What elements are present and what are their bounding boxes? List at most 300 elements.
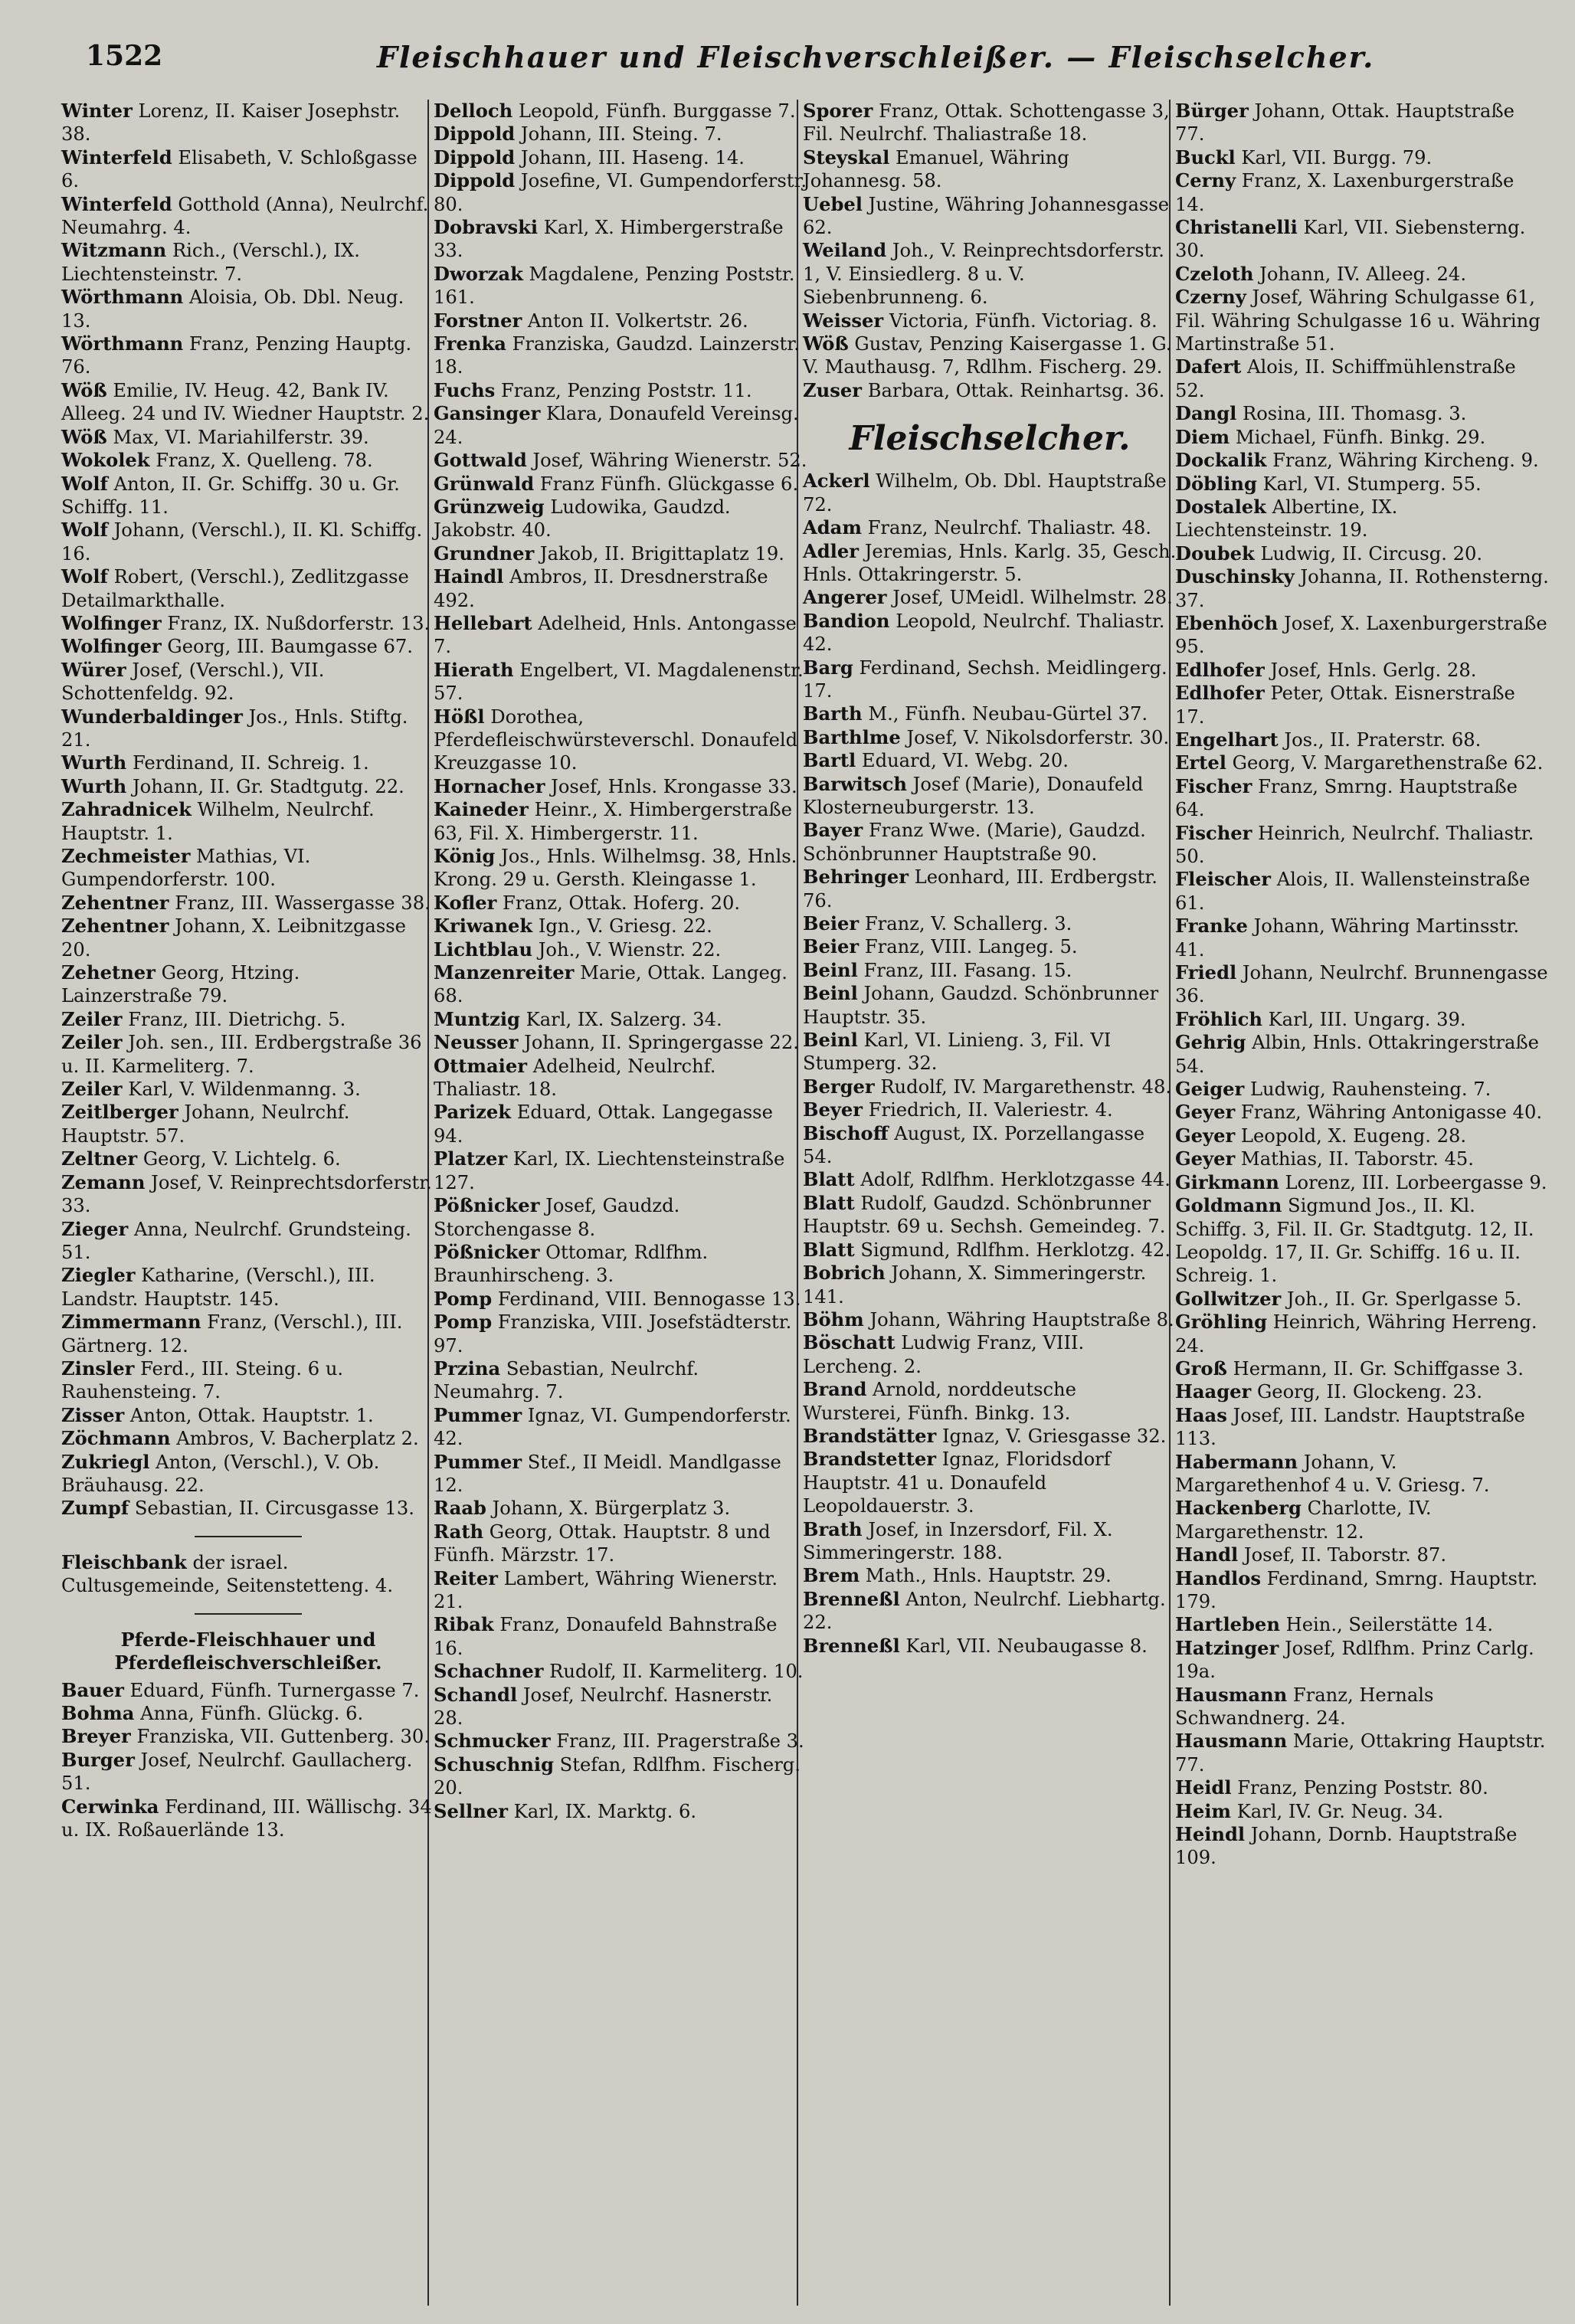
entry-details: Josef, Neulrchf. Hasnerstr. 28. — [434, 1684, 773, 1730]
directory-entry — [803, 1448, 1177, 1517]
entry-name: Brandstätter — [803, 1424, 937, 1447]
entry-details: Josef, Währing Wienerstr. 52. — [526, 450, 807, 472]
entry-details: Ferd., III. Steing. 6 u. Rauhensteing. 7. — [61, 1357, 344, 1403]
entry-name: Zisser — [61, 1403, 125, 1426]
directory-entry — [434, 1753, 807, 1800]
entry-details: August, IX. Porzellangasse 54. — [803, 1122, 1145, 1168]
entry-details: Anna, Neulrchf. Grundsteing. 51. — [61, 1218, 411, 1263]
entry-name: Beinl — [803, 982, 858, 1005]
entry-details: Johann, Währing Martinsstr. 41. — [1175, 915, 1520, 961]
directory-entry — [1175, 1380, 1549, 1403]
directory-entry — [1175, 961, 1549, 1008]
directory-entry — [803, 193, 1177, 240]
entry-name: Zimmermann — [61, 1311, 201, 1334]
entry-details: Anton, Neulrchf. Liebhartg. 22. — [803, 1588, 1166, 1634]
entry-details: Johann, Neulrchf. Brunnengasse 36. — [1175, 962, 1548, 1007]
entry-details: Lorenz, III. Lorbeergasse 9. — [1279, 1171, 1547, 1193]
directory-entry — [803, 1122, 1177, 1169]
directory-entry — [434, 496, 807, 542]
entry-name: Brand — [803, 1378, 867, 1401]
directory-entry — [434, 1730, 807, 1753]
entry-details: Lambert, Währing Wienerstr. 21. — [434, 1567, 778, 1612]
entry-details: Josef, Währing Schulgasse 61, Fil. Währing Schulgasse 16 u. Währing Martinstraße 51. — [1175, 286, 1541, 355]
entry-name: Hatzinger — [1175, 1636, 1279, 1659]
entry-name: Angerer — [803, 586, 887, 609]
entry-details: Engelbert, VI. Magdalenenstr. 57. — [434, 659, 804, 705]
directory-entry — [434, 961, 807, 1008]
entry-details: Georg, V. Lichtelg. 6. — [137, 1148, 341, 1170]
entry-details: Victoria, Fünfh. Victoriag. 8. — [883, 309, 1158, 332]
entry-name: Sellner — [434, 1799, 508, 1822]
directory-entry — [434, 1800, 807, 1823]
entry-name: Ottmaier — [434, 1054, 528, 1077]
entry-details: Ignaz, V. Griesgasse 32. — [936, 1425, 1167, 1447]
entry-name: Behringer — [803, 866, 909, 889]
entry-details: Marie, Ottak. Langeg. 68. — [434, 962, 788, 1007]
entry-name: Hartleben — [1175, 1613, 1280, 1636]
directory-entry — [803, 1588, 1177, 1635]
directory-entry — [434, 1101, 807, 1147]
directory-entry — [61, 286, 435, 332]
directory-entry — [434, 379, 807, 402]
entry-name: Girkmann — [1175, 1170, 1279, 1193]
entry-name: Zuser — [803, 378, 862, 401]
directory-entry — [1175, 612, 1549, 659]
column-4 — [1175, 100, 1549, 1870]
directory-entry — [803, 1331, 1177, 1378]
directory-entry — [434, 1357, 807, 1404]
directory-entry — [61, 775, 435, 798]
entry-name: Zeltner — [61, 1147, 138, 1170]
entry-details: Jos., II. Praterstr. 68. — [1278, 728, 1482, 751]
directory-entry — [434, 216, 807, 263]
directory-entry — [1175, 426, 1549, 449]
entry-name: Wörthmann — [61, 286, 184, 309]
directory-entry — [1175, 1637, 1549, 1684]
directory-entry — [1175, 542, 1549, 565]
directory-entry — [803, 935, 1177, 958]
directory-entry — [434, 1660, 807, 1683]
entry-details: Ignaz, Floridsdorf Hauptstr. 41 u. Donaufeld Leopoldauerstr. 3. — [803, 1448, 1111, 1517]
entry-details: Rosina, III. Thomasg. 3. — [1236, 403, 1467, 425]
entry-name: Bayer — [803, 819, 863, 842]
entry-name: Döbling — [1175, 472, 1257, 495]
entry-details: Hein., Seilerstätte 14. — [1279, 1614, 1494, 1636]
entry-name: Uebel — [803, 192, 863, 215]
entry-name: Schmucker — [434, 1730, 551, 1753]
directory-entry — [61, 473, 435, 519]
entry-details: Ludowika, Gaudzd. Jakobstr. 40. — [434, 496, 731, 542]
entry-name: Geyer — [1175, 1101, 1236, 1124]
entry-details: Eduard, Ottak. Langegasse 94. — [434, 1101, 773, 1147]
entry-details: Ambros, V. Bacherplatz 2. — [170, 1428, 419, 1450]
entry-name: Zemann — [61, 1170, 146, 1193]
entry-name: Hierath — [434, 658, 514, 681]
entry-name: Wolfinger — [61, 635, 162, 658]
directory-entry — [1175, 1008, 1549, 1031]
directory-entry — [61, 961, 435, 1008]
directory-entry — [434, 1147, 807, 1194]
entry-details: Ludwig Franz, VIII. Lercheng. 2. — [803, 1332, 1085, 1377]
entry-name: Beinl — [803, 958, 858, 981]
entry-name: Wokolek — [61, 449, 150, 472]
entry-name: Neusser — [434, 1031, 519, 1054]
directory-entry — [434, 100, 807, 123]
entry-details: Anton, (Verschl.), V. Ob. Bräuhausg. 22. — [61, 1451, 380, 1496]
entry-details: Johann, Gaudzd. Schönbrunner Hauptstr. 35. — [803, 983, 1159, 1028]
directory-entry — [1175, 1404, 1549, 1451]
entry-name: Przina — [434, 1357, 501, 1380]
entry-name: Cerny — [1175, 169, 1236, 192]
entry-name: Zinsler — [61, 1357, 135, 1380]
entry-details: Franz, Donaufeld Bahnstraße 16. — [434, 1614, 778, 1659]
entry-name: Wolf — [61, 472, 108, 495]
entry-details: Karl, IV. Gr. Neug. 34. — [1231, 1800, 1444, 1822]
entry-details: Jos., Hnls. Stiftg. 21. — [61, 705, 408, 751]
entry-details: Josef, UMeidl. Wilhelmstr. 28. — [886, 587, 1173, 609]
entry-name: Bürger — [1175, 100, 1249, 122]
entry-details: Johann, IV. Alleeg. 24. — [1253, 263, 1467, 285]
entry-details: Franz, Ottak. Hoferg. 20. — [496, 892, 741, 914]
entry-name: Czerny — [1175, 286, 1246, 309]
entry-details: Magdalene, Penzing Poststr. 161. — [434, 263, 795, 309]
directory-entry — [1175, 565, 1549, 612]
entry-details: Heinrich, Währing Herreng. 24. — [1175, 1311, 1537, 1357]
directory-entry — [1175, 728, 1549, 751]
entry-name: Haas — [1175, 1403, 1227, 1426]
directory-entry — [803, 332, 1177, 379]
page-header — [86, 40, 1560, 86]
entry-name: Groß — [1175, 1357, 1227, 1380]
entry-details: Franz, Hernals Schwandnerg. 24. — [1175, 1684, 1434, 1730]
directory-entry — [61, 146, 435, 193]
entry-details: Johann, X. Simmeringerstr. 141. — [803, 1262, 1147, 1308]
entry-details: Johanna, II. Rothensterng. 37. — [1175, 566, 1549, 611]
directory-entry — [434, 263, 807, 309]
directory-entry — [1175, 1311, 1549, 1357]
entry-details: Georg, Htzing. Lainzerstraße 79. — [61, 962, 300, 1007]
directory-entry — [803, 702, 1177, 725]
entry-details: Georg, Ottak. Hauptstr. 8 und Fünfh. Märzstr. 17. — [434, 1520, 771, 1566]
entry-details: Sebastian, Neulrchf. Neumahrg. 7. — [434, 1357, 699, 1403]
entry-name: Ribak — [434, 1613, 494, 1636]
entry-details: Ottomar, Rdlfhm. Braunhirscheng. 3. — [434, 1241, 709, 1287]
entry-name: Adler — [803, 539, 859, 562]
entry-name: Grundner — [434, 542, 535, 565]
entry-name: Zeiler — [61, 1078, 123, 1101]
directory-entry — [61, 1147, 435, 1170]
entry-details: Elisabeth, V. Schloßgasse 6. — [61, 146, 417, 192]
directory-entry — [434, 1684, 807, 1730]
entry-details: Ambros, II. Dresdnerstraße 492. — [434, 566, 768, 611]
entry-name: Brenneßl — [803, 1587, 900, 1610]
entry-name: Ebenhöch — [1175, 611, 1279, 634]
directory-entry — [434, 1031, 807, 1054]
entry-name: Brath — [803, 1517, 863, 1540]
entry-details: Franz, (Verschl.), III. Gärtnerg. 12. — [61, 1311, 403, 1357]
entry-name: Handlos — [1175, 1566, 1261, 1589]
section-separator — [195, 1536, 302, 1537]
entry-name: Raab — [434, 1497, 486, 1520]
entry-details: Dorothea, Pferdefleischwürsteverschl. Donaufeld Kreuzgasse 10. — [434, 705, 798, 774]
directory-entry — [1175, 1147, 1549, 1170]
directory-entry — [803, 470, 1177, 516]
entry-name: Muntzig — [434, 1007, 520, 1030]
directory-entry — [1175, 1613, 1549, 1636]
entry-name: Adam — [803, 516, 862, 539]
directory-entry — [1175, 496, 1549, 542]
entry-details: Franz, X. Laxenburgerstraße 14. — [1175, 170, 1514, 215]
entry-details: Johann, III. Haseng. 14. — [515, 146, 745, 169]
directory-entry — [803, 239, 1177, 309]
entry-details: Karl, X. Himbergerstraße 33. — [434, 217, 784, 262]
directory-entry — [1175, 146, 1549, 169]
directory-entry — [61, 612, 435, 635]
directory-entry — [1175, 659, 1549, 682]
directory-entry — [1175, 1101, 1549, 1124]
directory-entry — [1175, 1357, 1549, 1380]
directory-entry — [803, 959, 1177, 982]
entry-details: Anton II. Volkertstr. 26. — [522, 309, 748, 332]
entry-details: Johann, X. Leibnitzgasse 20. — [61, 915, 406, 961]
entry-details: Johann, II. Gr. Stadtgutg. 22. — [126, 775, 404, 797]
entry-name: Beinl — [803, 1029, 858, 1052]
entry-details: Ferdinand, Smrng. Hauptstr. 179. — [1175, 1567, 1538, 1612]
directory-entry — [1175, 1288, 1549, 1311]
entry-name: Zehentner — [61, 915, 169, 938]
entry-details: Ludwig, Rauhensteing. 7. — [1244, 1079, 1492, 1101]
entry-details: Franz, Währing Kircheng. 9. — [1266, 450, 1539, 472]
entry-name: Fischer — [1175, 774, 1252, 797]
entry-details: Eduard, Fünfh. Turnergasse 7. — [123, 1679, 420, 1701]
entry-name: Ertel — [1175, 751, 1226, 774]
entry-details: Franz Fünfh. Glückgasse 6. — [534, 473, 799, 495]
directory-entry — [61, 1551, 435, 1598]
page-number: 1522 — [86, 40, 163, 72]
directory-entry — [61, 1171, 435, 1218]
directory-entry — [803, 819, 1177, 866]
entry-details: Stef., II Meidl. Mandlgasse 12. — [434, 1451, 781, 1496]
entry-details: Ferdinand, III. Wällischg. 34 u. IX. Roßauerlände 13. — [61, 1795, 432, 1841]
entry-details: Johann, Währing Hauptstraße 8. — [863, 1308, 1174, 1331]
directory-entry — [1175, 216, 1549, 263]
entry-details: Alois, II. Wallensteinstraße 61. — [1175, 869, 1531, 914]
entry-details: Albertine, IX. Liechtensteinstr. 19. — [1175, 496, 1398, 542]
entry-details: Rudolf, IV. Margarethenstr. 48. — [874, 1075, 1172, 1098]
entry-name: Cerwinka — [61, 1795, 159, 1818]
entry-name: Wunderbaldinger — [61, 705, 243, 728]
entry-name: Zeiler — [61, 1031, 123, 1054]
entry-name: Bartl — [803, 749, 856, 772]
entry-name: Dippold — [434, 146, 516, 169]
entry-name: Würer — [61, 658, 126, 681]
column-1 — [61, 100, 435, 1841]
directory-entry — [1175, 1171, 1549, 1194]
entry-name: Witzmann — [61, 239, 167, 262]
entry-details: Josef, in Inzersdorf, Fil. X. Simmeringerstr. 188. — [803, 1518, 1113, 1563]
entry-details: Klara, Donaufeld Vereinsg. 24. — [434, 403, 799, 448]
entry-details: Anna, Fünfh. Glückg. 6. — [134, 1703, 364, 1724]
entry-details: Franz, Neulrchf. Thaliastr. 48. — [861, 517, 1151, 539]
directory-entry — [1175, 286, 1549, 355]
directory-entry — [1175, 1497, 1549, 1543]
entry-name: Bauer — [61, 1678, 124, 1701]
entry-details: Ignaz, VI. Gumpendorferstr. 42. — [434, 1404, 791, 1450]
entry-name: Winterfeld — [61, 192, 172, 215]
entry-details: Rudolf, II. Karmeliterg. 10. — [543, 1661, 804, 1683]
directory-entry — [434, 1567, 807, 1614]
directory-entry — [1175, 1684, 1549, 1730]
entry-details: Franz, Ottak. Schottengasse 3, Fil. Neulrchf. Thaliastraße 18. — [803, 100, 1170, 146]
entry-name: Dafert — [1175, 355, 1242, 378]
directory-entry — [1175, 1078, 1549, 1101]
directory-entry — [803, 1239, 1177, 1262]
entry-name: Diem — [1175, 425, 1230, 448]
entry-details: Max, VI. Mariahilferstr. 39. — [106, 426, 369, 448]
directory-entry — [803, 309, 1177, 332]
directory-entry — [1175, 775, 1549, 822]
entry-name: Sporer — [803, 100, 873, 122]
directory-entry — [434, 798, 807, 845]
entry-details: Karl, IX. Liechtensteinstraße 127. — [434, 1148, 785, 1193]
entry-details: Ign., V. Griesg. 22. — [532, 915, 712, 938]
entry-name: Barthlme — [803, 725, 901, 748]
entry-details: Sigmund Jos., II. Kl. Schiffg. 3, Fil. II. Gr. Stadtgutg. 12, II. Leopoldg. 17, II. Gr. Schiffg. 16 u. II. Schreig. 1. — [1175, 1195, 1534, 1287]
directory-entry — [61, 1725, 435, 1748]
entry-name: Handl — [1175, 1543, 1239, 1566]
directory-entry — [434, 473, 807, 496]
entry-details: Friedrich, II. Valeriestr. 4. — [863, 1099, 1113, 1121]
entry-name: Pummer — [434, 1403, 522, 1426]
entry-details: Franz, Smrng. Hauptstraße 64. — [1175, 775, 1518, 821]
directory-entry — [1175, 1194, 1549, 1288]
directory-entry — [434, 123, 807, 146]
entry-name: Wurth — [61, 774, 127, 797]
entry-details: Franz, V. Schallerg. 3. — [859, 913, 1072, 935]
entry-name: Gollwitzer — [1175, 1287, 1282, 1310]
entry-name: Blatt — [803, 1238, 855, 1261]
entry-details: Josef, V. Nikolsdorferstr. 30. — [900, 726, 1170, 748]
entry-details: Gotthold (Anna), Neulrchf. Neumahrg. 4. — [61, 193, 429, 239]
entry-name: Weiland — [803, 239, 887, 262]
entry-details: Emilie, IV. Heug. 42, Bank IV. Alleeg. 24 und IV. Wiedner Hauptstr. 2. — [61, 379, 430, 425]
entry-details: Franz, Penzing Poststr. 11. — [495, 379, 752, 401]
entry-details: Ferdinand, II. Schreig. 1. — [126, 752, 369, 774]
directory-entry — [434, 938, 807, 961]
entry-details: Sigmund, Rdlfhm. Herklotzg. 42. — [854, 1239, 1171, 1261]
entry-details: Jos., Hnls. Wilhelmsg. 38, Hnls. Krong. 29 u. Gersth. Kleingasse 1. — [434, 846, 797, 891]
entry-name: Hellebart — [434, 611, 532, 634]
directory-entry — [1175, 1730, 1549, 1776]
directory-entry — [61, 1101, 435, 1147]
entry-name: Ziegler — [61, 1264, 136, 1287]
entry-details: Ferdinand, Sechsh. Meidlingerg. 17. — [803, 656, 1167, 702]
entry-details: Ferdinand, VIII. Bennogasse 13. — [492, 1288, 801, 1310]
directory-entry — [1175, 1800, 1549, 1823]
directory-entry — [61, 1749, 435, 1795]
section-heading-pferde: Pferde-Fleischhauer und Pferdefleischverschleißer. — [114, 1628, 382, 1674]
entry-name: Bischoff — [803, 1121, 889, 1144]
directory-entry — [61, 193, 435, 240]
entry-details: Josef, Rdlfhm. Prinz Carlg. 19a. — [1175, 1637, 1534, 1683]
entry-details: Karl, VII. Neubaugasse 8. — [899, 1635, 1148, 1657]
entry-details: Charlotte, IV. Margarethenstr. 12. — [1175, 1498, 1432, 1543]
directory-entry — [1175, 751, 1549, 774]
entry-name: Dippold — [434, 123, 516, 146]
entry-details: Karl, IX. Marktg. 6. — [507, 1800, 697, 1822]
entry-name: Wöß — [61, 425, 107, 448]
entry-name: Heindl — [1175, 1823, 1246, 1846]
entry-name: Christanelli — [1175, 216, 1298, 239]
directory-entry — [1175, 263, 1549, 286]
entry-name: Fischer — [1175, 821, 1252, 844]
directory-entry — [61, 1679, 435, 1702]
entry-name: Platzer — [434, 1147, 508, 1170]
directory-entry — [803, 1564, 1177, 1587]
directory-entry — [61, 519, 435, 565]
entry-details: Robert, (Verschl.), Zedlitzgasse Detailmarkthalle. — [61, 566, 409, 611]
entry-details: Josef, X. Laxenburgerstraße 95. — [1175, 612, 1547, 658]
entry-name: Lichtblau — [434, 938, 533, 961]
entry-details: Johann, Ottak. Hauptstraße 77. — [1175, 100, 1514, 146]
directory-entry — [803, 1308, 1177, 1331]
directory-entry — [61, 1427, 435, 1450]
entry-name: Zahradnicek — [61, 798, 192, 821]
entry-details: Jakob, II. Brigittaplatz 19. — [534, 542, 784, 565]
entry-name: Bobrich — [803, 1262, 886, 1285]
directory-entry — [61, 332, 435, 379]
entry-name: Schuschnig — [434, 1753, 554, 1776]
entry-name: Barg — [803, 656, 853, 679]
entry-name: König — [434, 845, 496, 867]
entry-name: Frenka — [434, 332, 506, 355]
entry-details: Karl, VI. Linieng. 3, Fil. VI Stumperg. 32. — [803, 1029, 1112, 1075]
directory-entry — [61, 798, 435, 845]
entry-name: Blatt — [803, 1191, 855, 1214]
entry-name: Haager — [1175, 1380, 1252, 1403]
directory-entry — [434, 1055, 807, 1101]
entry-name: Kaineder — [434, 798, 529, 821]
entry-details: Franz, III. Dietrichg. 5. — [122, 1008, 346, 1030]
directory-entry — [61, 1031, 435, 1078]
entry-name: Pomp — [434, 1287, 493, 1310]
directory-entry — [803, 1635, 1177, 1658]
entry-details: Johann, (Verschl.), II. Kl. Schiffg. 16. — [61, 519, 423, 565]
directory-entry — [803, 866, 1177, 912]
entry-name: Delloch — [434, 100, 513, 122]
directory-entry — [1175, 100, 1549, 146]
directory-entry — [61, 1702, 435, 1725]
entry-name: Dippold — [434, 169, 516, 192]
entry-details: Michael, Fünfh. Binkg. 29. — [1230, 426, 1486, 448]
entry-name: Zehetner — [61, 961, 156, 984]
directory-entry — [434, 1288, 807, 1311]
entry-details: Franziska, VIII. Josefstädterstr. 97. — [434, 1311, 792, 1357]
entry-details: Katharine, (Verschl.), III. Landstr. Hauptstr. 145. — [61, 1265, 375, 1310]
entry-name: Gehrig — [1175, 1031, 1246, 1054]
directory-entry — [803, 773, 1177, 820]
entry-details: Heinrich, Neulrchf. Thaliastr. 50. — [1175, 822, 1534, 867]
directory-entry — [434, 892, 807, 915]
entry-details: Johann, III. Steing. 7. — [515, 123, 722, 146]
entry-name: Grünzweig — [434, 495, 545, 518]
directory-entry — [803, 726, 1177, 749]
entry-name: Pomp — [434, 1311, 493, 1334]
directory-entry — [61, 705, 435, 752]
directory-entry — [434, 1194, 807, 1241]
entry-name: Edlhofer — [1175, 682, 1265, 705]
entry-name: Wurth — [61, 751, 127, 774]
